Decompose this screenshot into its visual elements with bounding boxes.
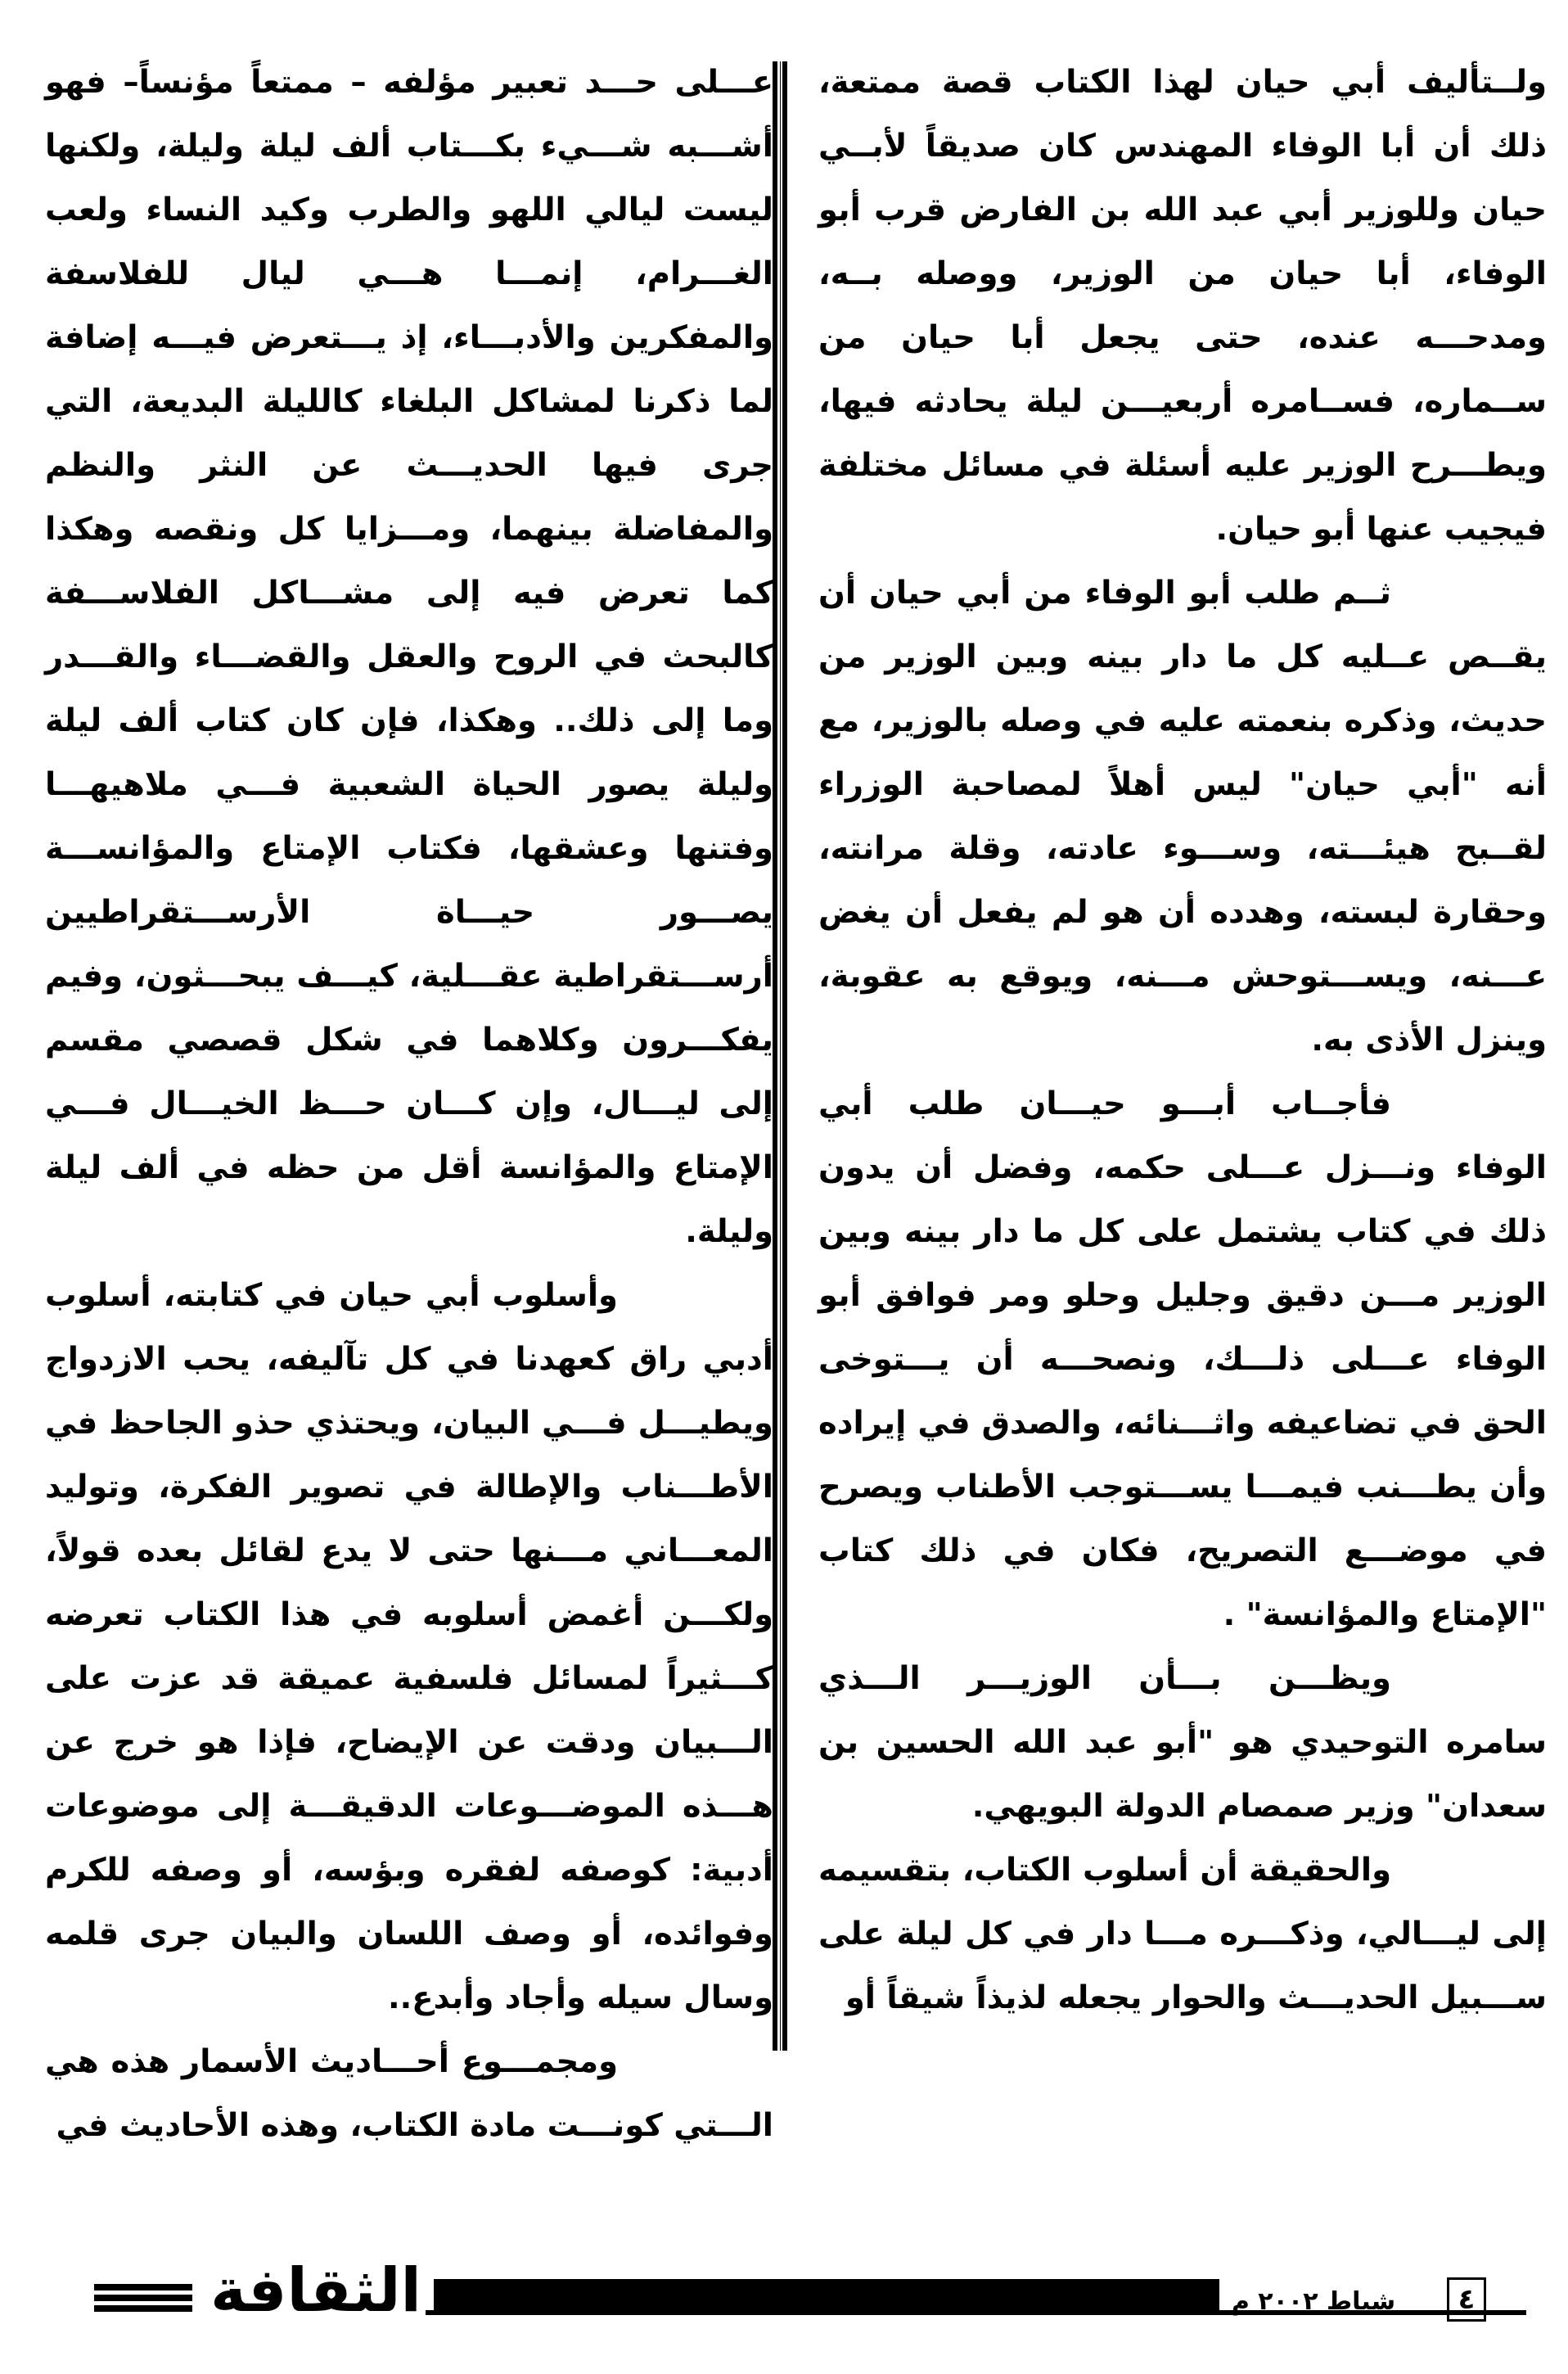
page-footer: [0, 2243, 1568, 2374]
paragraph: والحقيقة أن أسلوب الكتاب، بتقسيمه إلى ليـــالي، وذكـــره مـــا دار في كل ليلة على ســـبيل الحديـــث والحوار يجعله لذيذاً شيقاً أو: [818, 1852, 1547, 2016]
paragraph: ثــم طلب أبو الوفاء من أبي حيان أن يقــص عــليه كل ما دار بينه وبين الوزير من حديث، وذكره بنعمته عليه في وصله بالوزير، مع أنه "أبي حيان" ليس أهلاً لمصاحبة الوزراء لقــبح هيئـــته، وســـوء عادته، وقلة مرانته، وحقارة لبسته، وهدده أن هو لم يفعل أن يغض عـــنه، ويســـتوحش مـــنه، ويوقع به عقوبة، وينزل الأذى به.: [818, 575, 1547, 1058]
issue-date: شباط ٢٠٠٢ م: [1231, 2287, 1396, 2316]
left-column: [45, 51, 773, 2144]
paragraph: وأسلوب أبي حيان في كتابته، أسلوب أدبي راق كعهدنا في كل تآليفه، يحب الازدواج ويطيـــل فـــي البيان، ويحتذي حذو الجاحظ في الأطـــناب والإطالة في تصوير الفكرة، وتوليد المعـــاني مـــنها حتى لا يدع لقائل بعده قولاً، ولكـــن أغمض أسلوبه في هذا الكتاب تعرضه كـــثيراً لمسائل فلسفية عميقة قد عزت على الـــبيان ودقت عن الإيضاح، فإذا هو خرج عن هـــذه الموضـــوعات الدقيقـــة إلى موضوعات أدبية: كوصفه لفقره وبؤسه، أو وصفه للكرم وفوائده، أو وصف اللسان والبيان جرى قلمه وسال سيله وأجاد وأبدع..: [45, 1277, 773, 2016]
footer-decoration-lines: [94, 2284, 192, 2312]
paragraph: ويظـــن بـــأن الوزيـــر الـــذي سامره التوحيدي هو "أبو عبد الله الحسين بن سعدان" وزير صمصام الدولة البويهي.: [818, 1660, 1547, 1825]
paragraph: ولــتأليف أبي حيان لهذا الكتاب قصة ممتعة، ذلك أن أبا الوفاء المهندس كان صديقاً لأبــي حيان وللوزير أبي عبد الله بن الفارض قرب أبو الوفاء، أبا حيان من الوزير، ووصله بــه، ومدحـــه عنده، حتى يجعل أبا حيان من ســماره، فســامره أربعيـــن ليلة يحادثه فيها، ويطـــرح الوزير عليه أسئلة في مسائل مختلفة فيجيب عنها أبو حيان.: [818, 64, 1547, 548]
paragraph: ومجمـــوع أحـــاديث الأسمار هذه هي الـــتي كونـــت مادة الكتاب، وهذه الأحاديث في: [45, 2043, 773, 2144]
right-column: [818, 51, 1547, 2073]
column-divider: [773, 61, 787, 2051]
magazine-masthead: الثقافة: [210, 2255, 421, 2326]
paragraph: فأجــاب أبـــو حيـــان طلب أبي الوفاء ونـــزل عـــلى حكمه، وفضل أن يدون ذلك في كتاب يشتمل على كل ما دار بينه وبين الوزير مـــن دقيق وجليل وحلو ومر فوافق أبو الوفاء عـــلى ذلـــك، ونصحـــه أن يـــتوخى الحق في تضاعيفه واثـــنائه، والصدق في إيراده وأن يطـــنب فيمـــا يســـتوجب الأطناب ويصرح في موضـــع التصريح، فكان في ذلك كتاب "الإمتاع والمؤانسة" .: [818, 1085, 1547, 1633]
paragraph: عـــلى حـــد تعبير مؤلفه – ممتعاً مؤنساً– فهو أشـــبه شـــيء بكـــتاب ألف ليلة وليلة، ولكنها ليست ليالي اللهو والطرب وكيد النساء ولعب الغـــرام، إنمـــا هـــي ليال للفلاسفة والمفكرين والأدبـــاء، إذ يـــتعرض فيـــه إضافة لما ذكرنا لمشاكل البلغاء كالليلة البديعة، التي جرى فيها الحديـــث عن النثر والنظم والمفاضلة بينهما، ومـــزايا كل ونقصه وهكذا كما تعرض فيه إلى مشـــاكل الفلاســـفة كالبحث في الروح والعقل والقضـــاء والقـــدر وما إلى ذلك.. وهكذا، فإن كان كتاب ألف ليلة وليلة يصور الحياة الشعبية فـــي ملاهيهـــا وفتنها وعشقها، فكتاب الإمتاع والمؤانســـة يصـــور حيـــاة الأرســـتقراطيين أرســـتقراطية عقـــلية، كيـــف يبحـــثون، وفيم يفكـــرون وكلاهما في شكل قصصي مقسم إلى ليـــال، وإن كـــان حـــظ الخيـــال فـــي الإمتاع والمؤانسة أقل من حظه في ألف ليلة وليلة.: [45, 64, 773, 1250]
page-number: ٤: [1447, 2277, 1486, 2322]
footer-bar: [434, 2279, 1219, 2312]
